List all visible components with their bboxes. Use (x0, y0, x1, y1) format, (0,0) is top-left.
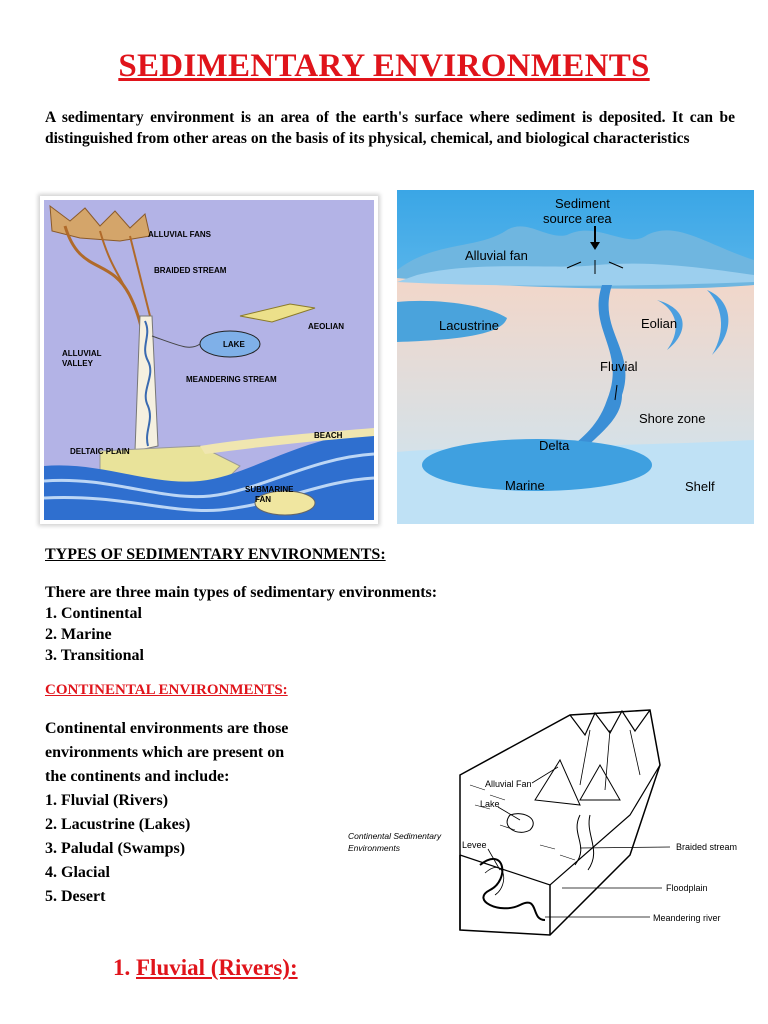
intro-paragraph: A sedimentary environment is an area of the earth's surface where sediment is deposited. It can be distinguished from other areas on the basis of its physical, chemical, and biological characteristics (45, 109, 735, 147)
label-lacustrine: Lacustrine (439, 318, 499, 333)
sediment-environments-drawing (397, 190, 754, 524)
label-shelf: Shelf (685, 479, 715, 494)
label-alluvial-fan-3: Alluvial Fan (485, 779, 532, 789)
continental-block-drawing (340, 705, 750, 945)
types-item-continental: 1. Continental (45, 605, 142, 622)
continental-item-lacustrine: 2. Lacustrine (Lakes) (45, 816, 191, 833)
label-eolian: Eolian (641, 316, 678, 331)
types-item-marine: 2. Marine (45, 626, 112, 643)
label-shore-zone: Shore zone (639, 411, 706, 426)
continental-intro-line: Continental environments are those (45, 720, 289, 737)
continental-block (45, 717, 335, 909)
label-aeolian: AEOLIAN (308, 322, 344, 331)
label-alluvial-fans: ALLUVIAL FANS (148, 230, 211, 239)
figure-caption-line-2: Environments (348, 843, 400, 853)
sedimentary-map-figure (40, 196, 378, 524)
figure-caption-line-1: Continental Sedimentary (348, 831, 442, 841)
continental-item-glacial: 4. Glacial (45, 864, 110, 881)
label-alluvial-valley-1: ALLUVIAL (62, 349, 102, 358)
label-marine: Marine (505, 478, 545, 493)
label-submarine-2: FAN (255, 495, 271, 504)
continental-item-desert: 5. Desert (45, 888, 106, 905)
label-levee: Levee (462, 840, 487, 850)
page-title: SEDIMENTARY ENVIRONMENTS (118, 48, 650, 84)
fluvial-heading-text: Fluvial (Rivers): (136, 955, 298, 980)
label-source-area: source area (543, 211, 612, 226)
label-deltaic-plain: DELTAIC PLAIN (70, 447, 130, 456)
label-braided-stream-3: Braided stream (676, 842, 738, 852)
label-delta: Delta (539, 438, 570, 453)
label-beach: BEACH (314, 431, 343, 440)
types-block (45, 582, 437, 666)
label-meandering-stream: MEANDERING STREAM (186, 375, 277, 384)
label-alluvial-valley-2: VALLEY (62, 359, 93, 368)
sediment-environments-figure (397, 190, 754, 524)
continental-intro-line: the continents and include: (45, 768, 230, 785)
fluvial-heading (113, 955, 298, 981)
fluvial-heading-number: 1. (113, 955, 136, 980)
continental-intro-line: environments which are present on (45, 744, 285, 761)
label-floodplain: Floodplain (666, 883, 708, 893)
continental-block-diagram (340, 705, 750, 945)
label-submarine-1: SUBMARINE (245, 485, 294, 494)
label-braided-stream: BRAIDED STREAM (154, 266, 227, 275)
label-fluvial: Fluvial (600, 359, 638, 374)
continental-item-paludal: 3. Paludal (Swamps) (45, 840, 186, 857)
label-sediment: Sediment (555, 196, 610, 211)
types-item-transitional: 3. Transitional (45, 647, 144, 664)
continental-heading: CONTINENTAL ENVIRONMENTS: (45, 682, 288, 698)
label-meandering-river: Meandering river (653, 913, 721, 923)
types-heading: TYPES OF SEDIMENTARY ENVIRONMENTS: (45, 546, 386, 563)
continental-item-fluvial: 1. Fluvial (Rivers) (45, 792, 169, 809)
sedimentary-map-drawing (40, 196, 378, 524)
label-lake-3: Lake (480, 799, 500, 809)
label-lake: LAKE (223, 340, 245, 349)
types-intro: There are three main types of sedimentary environments: (45, 584, 438, 601)
label-alluvial-fan: Alluvial fan (465, 248, 528, 263)
